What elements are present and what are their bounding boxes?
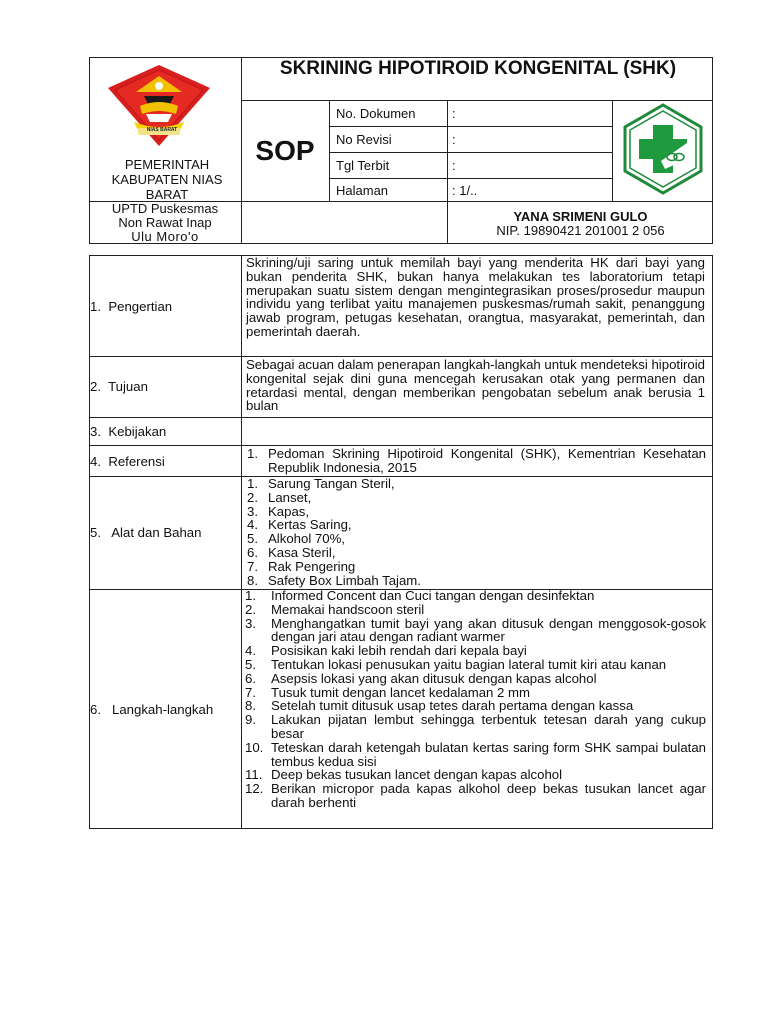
list-item: 5. Alkohol 70%, (247, 531, 345, 547)
signer-name: YANA SRIMENI GULO (513, 209, 648, 224)
list-item: 4. Posisikan kaki lebih rendah dari kepala bayi (245, 643, 527, 659)
unit-line-1: UPTD Puskesmas (111, 201, 219, 216)
list-item: 8. Setelah tumit ditusuk usap tetes darah pertama dengan kassa (245, 698, 634, 714)
field-value-halaman: : 1/.. (452, 183, 478, 198)
section-label-kebijakan: 3. Kebijakan (90, 424, 167, 439)
header-divider (329, 178, 612, 179)
header-divider (612, 100, 613, 201)
section-list-referensi (241, 447, 706, 475)
regency-logo (106, 62, 212, 148)
list-item: 7. Tusuk tumit dengan lancet kedalaman 2 mm (245, 684, 530, 700)
list-item: 2. Lanset, (247, 489, 312, 505)
field-label-no-dokumen: No. Dokumen (336, 106, 416, 121)
section-list-alat-dan-bahan (241, 477, 706, 587)
puskesmas-logo (617, 103, 709, 195)
list-item: 2. Memakai handscoon steril (245, 601, 425, 617)
section-label-referensi: 4. Referensi (90, 454, 165, 469)
list-item: 7. Rak Pengering (247, 558, 356, 574)
list-item: 6. Kasa Steril, (247, 544, 336, 560)
field-label-no-revisi: No Revisi (336, 132, 392, 147)
section-label-pengertian: 1. Pengertian (90, 299, 173, 314)
header-divider (329, 126, 612, 127)
list-item: 4. Kertas Saring, (247, 517, 352, 533)
section-list-langkah-langkah (241, 589, 706, 810)
section-label-tujuan: 2. Tujuan (90, 379, 148, 394)
list-item: 9. Lakukan pijatan lembut sehingga terbentuk tetesan darah yang cukup besar (245, 712, 706, 741)
regency-emblem-icon (106, 62, 212, 148)
list-item: 1. Informed Concent dan Cuci tangan dengan desinfektan (245, 588, 595, 603)
content-divider (89, 417, 713, 418)
field-label-tgl-terbit: Tgl Terbit (336, 158, 390, 173)
header-divider (447, 100, 448, 201)
list-item: 3. Kapas, (247, 503, 310, 519)
list-item: 6. Asepsis lokasi yang akan ditusuk dengan kapas alcohol (245, 670, 597, 686)
section-text-pengertian: Skrining/uji saring untuk memilah bayi yang menderita HK dari bayi yang bukan penderita SHK, bukan hanya melakukan tes laboratorium tetapi merupakan suatu sistem dengan mengintegrasikan proses/prosedur maupun individu yang terlibat yaitu manajemen puskesmas/rumah sakit, penanggung jawab program, petugas kesehatan, orangtua, masyarakat, pemerintah, dan pemerintah daerah. (246, 255, 705, 339)
page-title: SKRINING HIPOTIROID KONGENITAL (SHK) (279, 58, 677, 79)
health-cross-icon (617, 103, 709, 195)
list-item: 12. Berikan micropor pada kapas alkohol deep bekas tusukan lancet agar darah berhenti (245, 781, 706, 810)
header-divider (329, 100, 330, 201)
list-item: 1. Sarung Tangan Steril, (247, 476, 395, 491)
sop-label: SOP (255, 135, 315, 166)
list-item: 11. Deep bekas tusukan lancet dengan kapas alcohol (245, 767, 563, 783)
header-divider (329, 152, 612, 153)
header-divider (241, 100, 713, 101)
unit-line-2: Non Rawat Inap (118, 215, 212, 230)
field-value-no-dokumen: : (452, 106, 456, 121)
list-item: 5. Tentukan lokasi penusukan yaitu bagian lateral tumit kiri atau kanan (245, 656, 667, 672)
org-name: PEMERINTAH KABUPATEN NIAS BARAT (111, 157, 223, 202)
field-label-halaman: Halaman (336, 183, 389, 198)
section-label-langkah-langkah: 6. Langkah-langkah (90, 702, 214, 717)
list-item: 3. Menghangatkan tumit bayi yang akan ditusuk dengan menggosok-gosok dengan jari atau dengan radiant warmer (245, 615, 706, 645)
section-label-alat-dan-bahan: 5. Alat dan Bahan (90, 525, 202, 540)
list-item: 1. Pedoman Skrining Hipotiroid Kongenital (SHK), Kementrian Kesehatan Republik Indonesia, 2015 (247, 446, 706, 475)
signer-nip: NIP. 19890421 201001 2 056 (496, 223, 665, 238)
section-text-tujuan: Sebagai acuan dalam penerapan langkah-langkah untuk mendeteksi hipotiroid kongenital sejak dini guna mencegah kerusakan otak yang permanen dan retardasi mental, dengan memberikan pengobatan sebelum anak berusia 1 bulan (246, 357, 705, 414)
list-item: 8. Safety Box Limbah Tajam. (247, 572, 421, 588)
field-value-tgl-terbit: : (452, 158, 456, 173)
logo-banner-text: NIAS BARAT (146, 127, 178, 133)
unit-line-3: Ulu Moro'o (131, 229, 199, 244)
list-item: 10. Teteskan darah ketengah bulatan kertas saring form SHK sampai bulatan tembus kedua sisi (245, 739, 706, 769)
field-value-no-revisi: : (452, 132, 456, 147)
